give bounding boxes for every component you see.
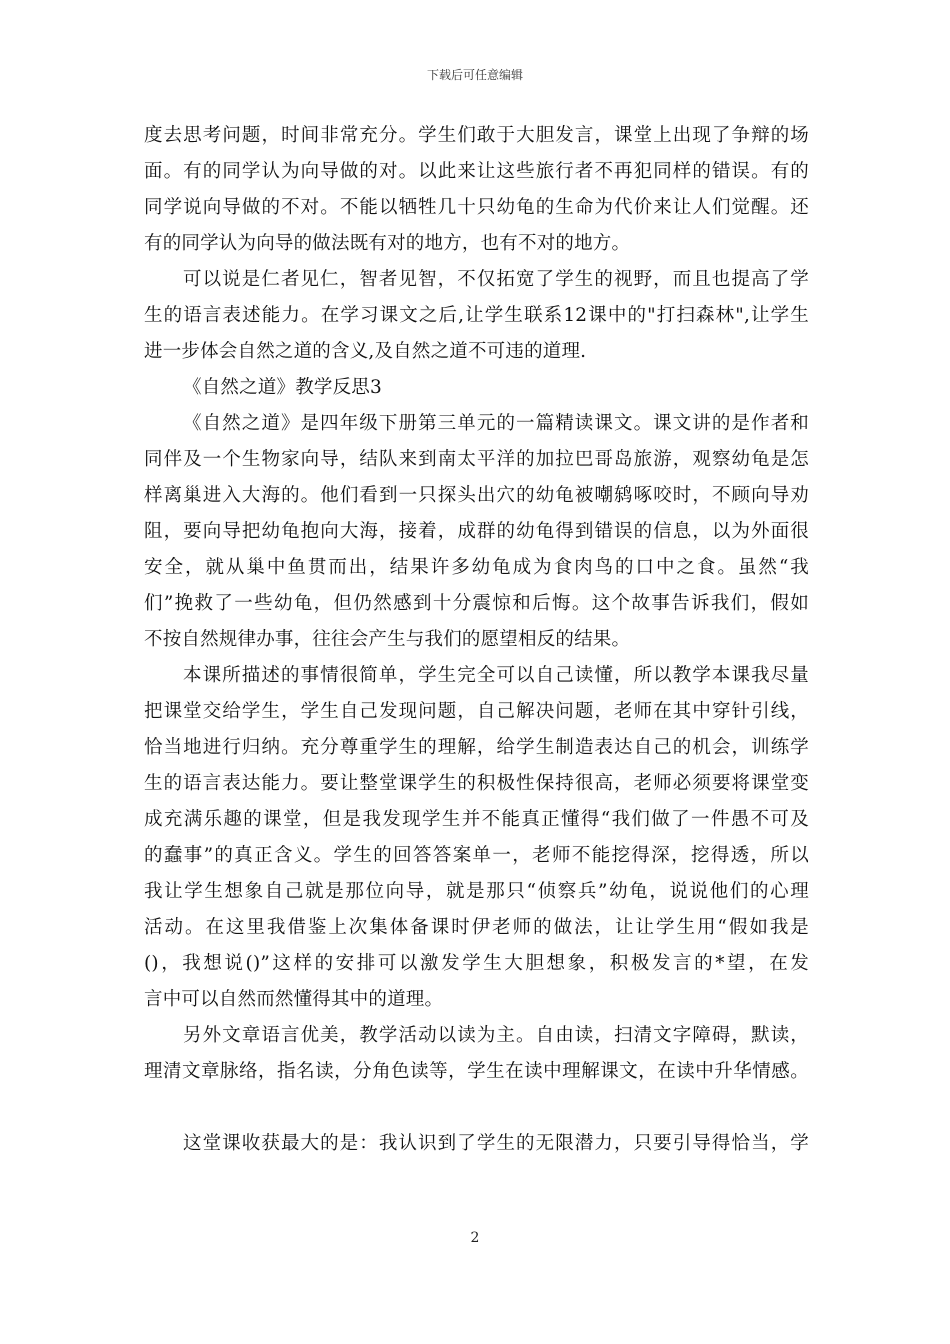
text-line: 样离巢进入大海的。他们看到一只探头出穴的幼龟被嘲鸫啄咬时，不顾向导劝 [144,485,809,506]
text-line: 《自然之道》教学反思3 [183,377,382,398]
text-line: 们”挽救了一些幼龟，但仍然感到十分震惊和后悔。这个故事告诉我们，假如 [144,593,809,614]
text-line: 度去思考问题，时间非常充分。学生们敢于大胆发言，课堂上出现了争辩的场 [144,125,809,146]
page-number: 2 [470,1230,480,1246]
text-line: 同学说向导做的不对。不能以牺牲几十只幼龟的生命为代价来让人们觉醒。还 [144,197,809,218]
text-line: 面。有的同学认为向导做的对。以此来让这些旅行者不再犯同样的错误。有的 [144,161,809,182]
text-line: ()，我想说()”这样的安排可以激发学生大胆想象，积极发言的*望，在发 [144,953,809,974]
text-line: 同伴及一个生物家向导，结队来到南太平洋的加拉巴哥岛旅游，观察幼龟是怎 [144,449,809,470]
text-line: 安全，就从巢中鱼贯而出，结果许多幼龟成为食肉鸟的口中之食。虽然“我 [144,557,809,578]
text-line: 进一步体会自然之道的含义,及自然之道不可违的道理. [144,341,587,362]
text-line: 另外文章语言优美，教学活动以读为主。自由读，扫清文字障碍，默读， [183,1025,809,1046]
text-line: 成充满乐趣的课堂，但是我发现学生并不能真正懂得“我们做了一件愚不可及 [144,809,809,830]
text-line: 生的语言表述能力。在学习课文之后,让学生联系12课中的"打扫森林",让学生 [144,305,809,326]
text-line: 活动。在这里我借鉴上次集体备课时伊老师的做法，让让学生用“假如我是 [144,917,809,938]
text-line: 不按自然规律办事，往往会产生与我们的愿望相反的结果。 [144,629,631,650]
text-line: 本课所描述的事情很简单，学生完全可以自己读懂，所以教学本课我尽量 [183,665,809,686]
text-line: 《自然之道》是四年级下册第三单元的一篇精读课文。课文讲的是作者和 [183,413,809,434]
text-line: 的蠢事”的真正含义。学生的回答答案单一，老师不能挖得深，挖得透，所以 [144,845,809,866]
text-line: 把课堂交给学生，学生自己发现问题，自己解决问题，老师在其中穿针引线， [144,701,809,722]
text-line: 理清文章脉络，指名读，分角色读等，学生在读中理解课文，在读中升华情感。 [144,1061,809,1082]
text-line: 言中可以自然而然懂得其中的道理。 [144,989,444,1010]
text-line: 恰当地进行归纳。充分尊重学生的理解，给学生制造表达自己的机会，训练学 [144,737,809,758]
text-line: 生的语言表达能力。要让整堂课学生的积极性保持很高，老师必须要将课堂变 [144,773,809,794]
text-line: 这堂课收获最大的是：我认识到了学生的无限潜力，只要引导得恰当，学 [183,1133,809,1154]
text-line: 我让学生想象自己就是那位向导，就是那只“侦察兵”幼龟，说说他们的心理 [144,881,809,902]
text-line: 阻，要向导把幼龟抱向大海，接着，成群的幼龟得到错误的信息，以为外面很 [144,521,809,542]
text-line: 可以说是仁者见仁，智者见智，不仅拓宽了学生的视野，而且也提高了学 [183,269,809,290]
blank-line [144,1090,809,1126]
text-line: 有的同学认为向导的做法既有对的地方，也有不对的地方。 [144,233,631,254]
page-header: 下载后可任意编辑 [426,68,523,82]
body-text [144,118,809,1162]
